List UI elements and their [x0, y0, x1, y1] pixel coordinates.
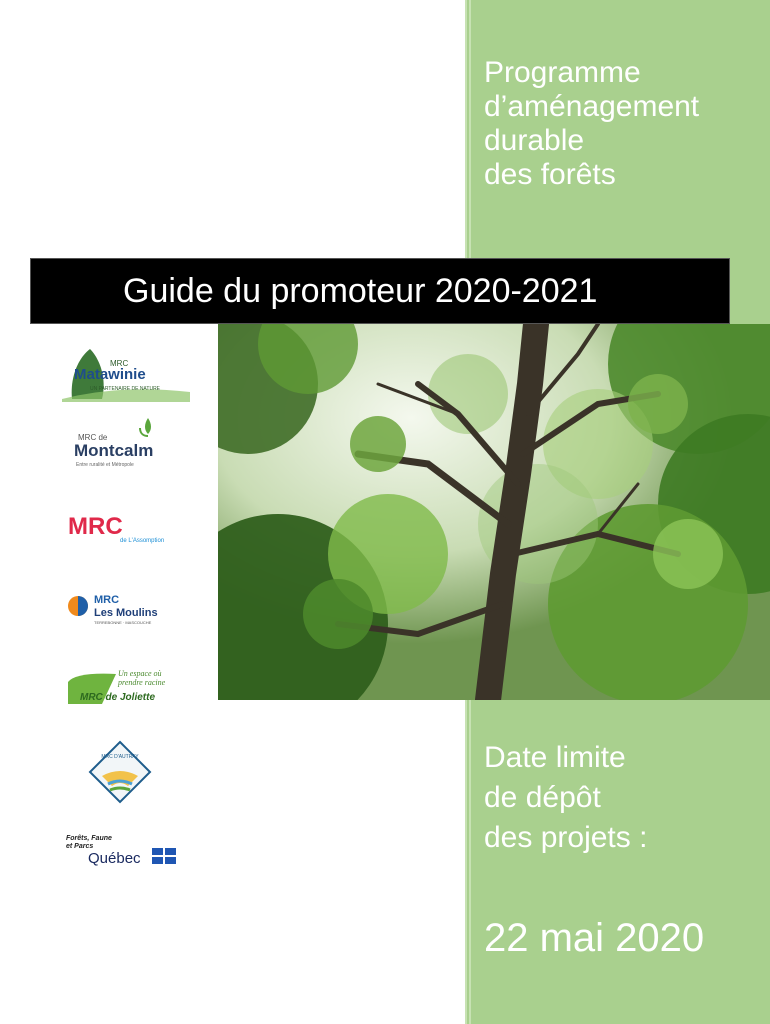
deadline-date: 22 mai 2020: [484, 916, 705, 960]
montcalm-name: Montcalm: [74, 441, 154, 460]
matawinie-logo: [62, 344, 192, 404]
assomption-name: MRC: [68, 513, 123, 540]
joliette-name: MRC de Joliette: [80, 692, 156, 703]
lesmoulins-name: Les Moulins: [94, 607, 158, 619]
lesmoulins-prefix: MRC: [94, 594, 120, 606]
program-title-line: des forêts: [484, 158, 616, 191]
joliette-logo: [66, 664, 176, 710]
dautray-name: MRC D'AUTRAY: [101, 754, 139, 760]
title-banner: [30, 258, 730, 324]
assomption-tagline: de L'Assomption: [120, 538, 165, 544]
forest-photo-image: [218, 324, 770, 700]
program-title-line: durable: [484, 124, 585, 157]
montcalm-prefix: MRC de: [78, 433, 108, 442]
deadline-line: Date limite: [484, 741, 626, 774]
quebec-line1: Forêts, Faune: [66, 835, 112, 842]
guide-title: Guide du promoteur 2020-2021: [123, 272, 598, 310]
matawinie-name: Matawinie: [74, 366, 146, 383]
joliette-tagline1: Un espace où: [118, 669, 162, 678]
deadline-label: [484, 738, 647, 858]
program-title-line: d’aménagement: [484, 90, 700, 123]
program-title-line: Programme: [484, 56, 641, 89]
quebec-logo: [64, 832, 184, 872]
quebec-name: Québec: [88, 850, 141, 867]
montcalm-logo: [70, 414, 180, 470]
lesmoulins-logo: [66, 590, 176, 630]
montcalm-tagline: Entre ruralité et Métropole: [76, 462, 134, 468]
assomption-logo: [66, 508, 176, 548]
quebec-line2: et Parcs: [66, 843, 94, 850]
matawinie-tagline: UN PARTENAIRE DE NATURE: [90, 386, 161, 392]
forest-photo: [218, 324, 770, 700]
matawinie-prefix: MRC: [110, 359, 129, 368]
deadline-line: des projets :: [484, 821, 648, 854]
deadline-line: de dépôt: [484, 781, 601, 814]
joliette-tagline2: prendre racine: [118, 678, 166, 687]
program-title: [484, 56, 699, 192]
lesmoulins-tagline: TERREBONNE · MASCOUCHE: [94, 620, 152, 625]
dautray-logo: [88, 740, 152, 804]
